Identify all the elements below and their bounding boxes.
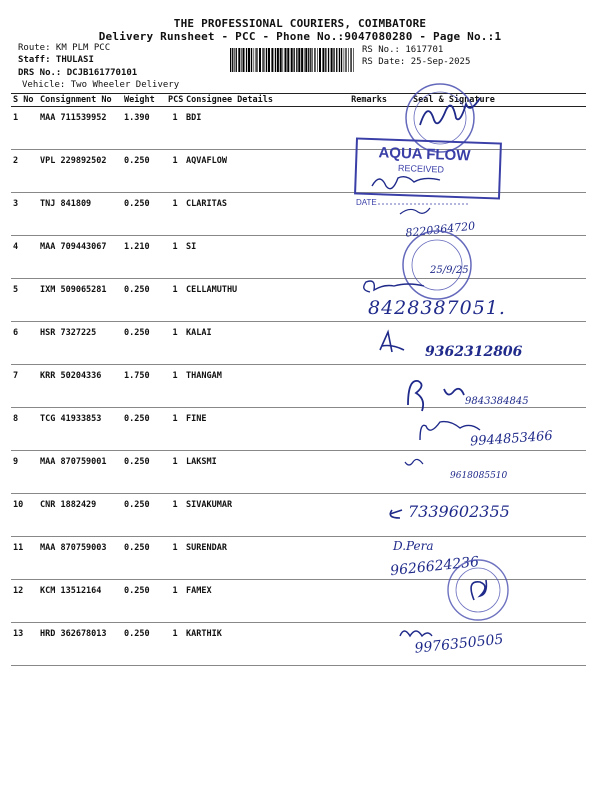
table-row: [11, 408, 586, 451]
col-pcs: PCS: [168, 95, 184, 105]
consignment-cell: IXM 509065281: [38, 279, 122, 322]
signature-cell: [389, 365, 586, 408]
barcode-bar: [336, 48, 337, 72]
barcode-bar: [341, 48, 342, 72]
weight-cell: 0.250: [122, 408, 166, 451]
pcs-cell: 1: [166, 408, 184, 451]
table-row: [11, 150, 586, 193]
signature-cell: [389, 451, 586, 494]
pcs-cell: 1: [166, 623, 184, 666]
company-title: THE PROFESSIONAL COURIERS, COIMBATORE: [173, 17, 427, 30]
barcode-bar: [339, 48, 340, 72]
rs-number: RS No.: 1617701: [362, 45, 444, 55]
barcode-bar: [296, 48, 297, 72]
sno-cell: 2: [11, 150, 38, 193]
table-row: [11, 322, 586, 365]
col-remarks: Remarks: [334, 94, 389, 107]
barcode-bar: [251, 48, 252, 72]
remarks-cell: [334, 107, 389, 150]
col-consignment: Consignment No: [38, 94, 122, 107]
barcode-bar: [266, 48, 267, 72]
sno-cell: 10: [11, 494, 38, 537]
consignee-cell: THANGAM: [184, 365, 334, 408]
signature-cell: [389, 408, 586, 451]
phone-row6: 9362312806: [425, 344, 523, 360]
weight-cell: 0.250: [122, 322, 166, 365]
barcode-bar: [350, 48, 351, 72]
pcs-cell: 1: [166, 193, 184, 236]
table-row: [11, 279, 586, 322]
consignee-cell: BDI: [184, 107, 334, 150]
signature-cell: [389, 236, 586, 279]
sno-cell: 4: [11, 236, 38, 279]
barcode-bar: [243, 48, 245, 72]
remarks-cell: [334, 451, 389, 494]
barcode-bar: [259, 48, 261, 72]
sno-cell: 6: [11, 322, 38, 365]
barcode-bar: [328, 48, 329, 72]
barcode-bar: [271, 48, 273, 72]
weight-cell: 0.250: [122, 150, 166, 193]
phone-row10: 7339602355: [408, 502, 510, 521]
barcode-bar: [333, 48, 334, 72]
remarks-cell: [334, 537, 389, 580]
remarks-cell: [334, 236, 389, 279]
runsheet-subtitle: Delivery Runsheet - PCC - Phone No.:9047080280 - Page No.:1: [98, 30, 502, 43]
consignment-cell: HRD 362678013: [38, 623, 122, 666]
signature-cell: [389, 322, 586, 365]
consignee-cell: CELLAMUTHU: [184, 279, 334, 322]
weight-cell: 1.390: [122, 107, 166, 150]
table-header-row: [11, 94, 586, 107]
consignee-cell: FINE: [184, 408, 334, 451]
col-sno: S No: [11, 94, 38, 107]
sno-cell: 13: [11, 623, 38, 666]
stamp-company-text: AQUA FLOW: [378, 144, 471, 165]
stamp-row4-date: 25/9/25: [430, 265, 469, 276]
consignee-cell: SIVAKUMAR: [184, 494, 334, 537]
barcode-bar: [241, 48, 242, 72]
weight-cell: 0.250: [122, 623, 166, 666]
barcode-bar: [232, 48, 233, 72]
sno-cell: 8: [11, 408, 38, 451]
remarks-cell: [334, 322, 389, 365]
barcode-bar: [345, 48, 346, 72]
pcs-cell: 1: [166, 150, 184, 193]
weight-cell: 1.750: [122, 365, 166, 408]
table-row: [11, 580, 586, 623]
table-row: [11, 107, 586, 150]
consignee-cell: KALAI: [184, 322, 334, 365]
sno-cell: 12: [11, 580, 38, 623]
weight-cell: 1.210: [122, 236, 166, 279]
consignment-cell: MAA 711539952: [38, 107, 122, 150]
phone-row11: 9626624236: [389, 553, 480, 580]
runsheet-table: [11, 93, 586, 666]
barcode-bar: [312, 48, 313, 72]
barcode-bar: [319, 48, 321, 72]
remarks-cell: [334, 623, 389, 666]
table-row: [11, 537, 586, 580]
consignment-cell: TNJ 841809: [38, 193, 122, 236]
weight-cell: 0.250: [122, 451, 166, 494]
barcode-bar: [283, 48, 284, 72]
sno-cell: 3: [11, 193, 38, 236]
sno-cell: 11: [11, 537, 38, 580]
barcode-bar: [294, 48, 295, 72]
barcode-bar: [346, 48, 347, 72]
barcode-bar: [285, 48, 287, 72]
weight-cell: 0.250: [122, 494, 166, 537]
barcode-bar: [234, 48, 235, 72]
table-row: [11, 494, 586, 537]
col-weight: Weight: [122, 94, 166, 107]
consignment-cell: KRR 50204336: [38, 365, 122, 408]
rs-date: RS Date: 25-Sep-2025: [362, 57, 471, 67]
table-row: [11, 451, 586, 494]
consignee-cell: FAMEX: [184, 580, 334, 623]
weight-cell: 0.250: [122, 537, 166, 580]
phone-row5: 8428387051.: [368, 297, 506, 319]
barcode-bar: [248, 48, 250, 72]
sno-cell: 7: [11, 365, 38, 408]
barcode-bar: [310, 48, 311, 72]
barcode-bar: [305, 48, 307, 72]
table-row: [11, 365, 586, 408]
pcs-cell: 1: [166, 322, 184, 365]
signer-row11: D.Pera: [393, 539, 434, 553]
pcs-cell: 1: [166, 580, 184, 623]
consignment-cell: CNR 1882429: [38, 494, 122, 537]
signature-cell: [389, 193, 586, 236]
barcode-bar: [325, 48, 326, 72]
barcode-bar: [304, 48, 305, 72]
barcode-bar: [308, 48, 309, 72]
barcode-bar: [280, 48, 282, 72]
barcode-bar: [298, 48, 300, 72]
remarks-cell: [334, 408, 389, 451]
phone-row3: 8220364720: [404, 219, 476, 240]
barcode-bar: [262, 48, 263, 72]
table-row: [11, 236, 586, 279]
col-seal-signature: Seal & Signature: [389, 94, 586, 107]
remarks-cell: [334, 193, 389, 236]
barcode-bar: [301, 48, 303, 72]
consignee-cell: LAKSMI: [184, 451, 334, 494]
signature-cell: [389, 537, 586, 580]
pcs-cell: 1: [166, 236, 184, 279]
pcs-cell: 1: [166, 365, 184, 408]
consignment-cell: MAA 870759001: [38, 451, 122, 494]
weight-cell: 0.250: [122, 193, 166, 236]
sno-cell: 5: [11, 279, 38, 322]
consignment-cell: MAA 709443067: [38, 236, 122, 279]
barcode-bar: [291, 48, 293, 72]
col-consignee: Consignee Details: [184, 94, 334, 107]
barcode-bar: [268, 48, 270, 72]
barcode-bar: [344, 48, 345, 72]
consignment-cell: HSR 7327225: [38, 322, 122, 365]
consignee-cell: SURENDAR: [184, 537, 334, 580]
barcode-bar: [246, 48, 247, 72]
pcs-cell: 1: [166, 451, 184, 494]
table-row: [11, 193, 586, 236]
barcode-bar: [275, 48, 276, 72]
phone-row9: 9618085510: [450, 471, 508, 481]
pcs-cell: 1: [166, 279, 184, 322]
barcode: [230, 48, 356, 72]
barcode-bar: [238, 48, 240, 72]
consignee-cell: KARTHIK: [184, 623, 334, 666]
pcs-cell: 1: [166, 494, 184, 537]
consignment-cell: VPL 229892502: [38, 150, 122, 193]
barcode-bar: [277, 48, 279, 72]
sno-cell: 1: [11, 107, 38, 150]
weight-cell: 0.250: [122, 580, 166, 623]
stamp-received-text: RECEIVED: [397, 162, 445, 175]
stamp-date-text: DATE: [356, 198, 377, 207]
table-row: [11, 623, 586, 666]
signature-cell: [389, 623, 586, 666]
consignment-cell: MAA 870759003: [38, 537, 122, 580]
pcs-cell: 1: [166, 537, 184, 580]
drs-number: DRS No.: DCJB161770101: [18, 68, 138, 78]
staff-info: Staff: THULASI: [18, 55, 94, 65]
sno-cell: 9: [11, 451, 38, 494]
barcode-bar: [255, 48, 256, 72]
barcode-bar: [253, 48, 254, 72]
consignment-cell: KCM 13512164: [38, 580, 122, 623]
remarks-cell: [334, 150, 389, 193]
barcode-bar: [230, 48, 231, 72]
barcode-bar: [287, 48, 289, 72]
barcode-bar: [322, 48, 324, 72]
barcode-bar: [317, 48, 318, 72]
consignment-cell: TCG 41933853: [38, 408, 122, 451]
vehicle-info: Vehicle: Two Wheeler Delivery: [22, 80, 180, 90]
signature-cell: [389, 494, 586, 537]
consignee-cell: SI: [184, 236, 334, 279]
phone-row7: 9843384845: [465, 396, 529, 407]
weight-cell: 0.250: [122, 279, 166, 322]
remarks-cell: [334, 580, 389, 623]
signature-cell: [389, 107, 586, 150]
consignee-cell: AQVAFLOW: [184, 150, 334, 193]
barcode-bar: [314, 48, 315, 72]
remarks-cell: [334, 279, 389, 322]
phone-row8: 9944853466: [469, 428, 554, 450]
barcode-bar: [331, 48, 333, 72]
barcode-bar: [265, 48, 266, 72]
phone-row13: 9976350505: [413, 631, 505, 657]
barcode-bar: [353, 48, 354, 72]
signature-cell: [389, 150, 586, 193]
barcode-bar: [348, 48, 349, 72]
remarks-cell: [334, 365, 389, 408]
barcode-bar: [256, 48, 257, 72]
route-info: Route: KM PLM PCC: [18, 43, 111, 53]
signature-cell: [389, 580, 586, 623]
barcode-bar: [236, 48, 237, 72]
remarks-cell: [334, 494, 389, 537]
signature-cell: [389, 279, 586, 322]
consignee-cell: CLARITAS: [184, 193, 334, 236]
pcs-cell: 1: [166, 107, 184, 150]
